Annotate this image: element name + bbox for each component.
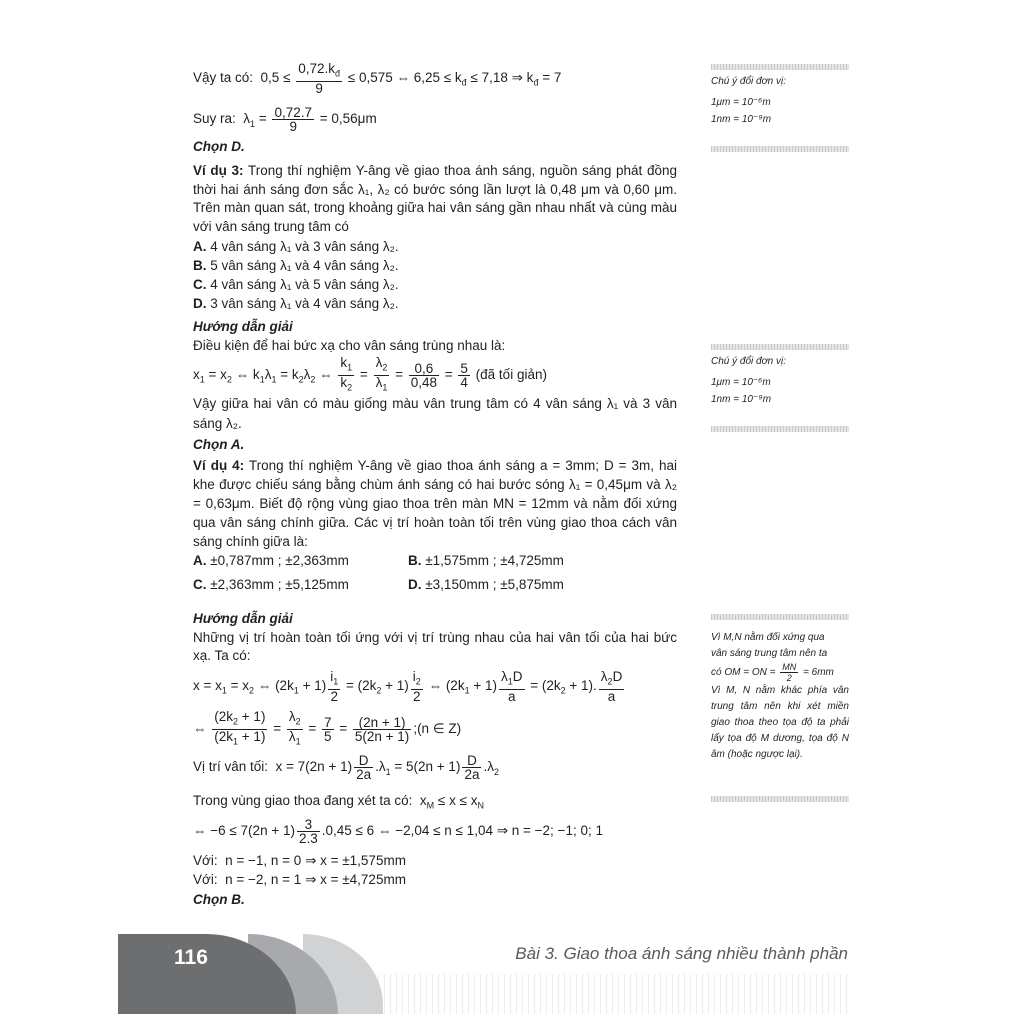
chapter-title: Bài 3. Giao thoa ánh sáng nhiều thành phần [515,944,848,963]
ex4-result-1: Với: n = −1, n = 0 ⇒ x = ±1,575mm [193,853,406,868]
guide-heading-1: Hướng dẫn giải [193,319,293,334]
sidenote-divider [711,64,849,70]
ex4-option-a: A. ±0,787mm ; ±2,363mm [193,553,349,568]
ex4-region: Trong vùng giao thoa đang xét ta có: $x_M \le x \le x_N$ [193,793,484,811]
page-number: 116 [174,946,208,969]
example-4: Ví dụ 4: Trong thí nghiệm Y-âng về giao thoa ánh sáng a = 3mm; D = 3m, hai khe được chiếu sáng bằng chùm ánh sáng có hai bước sóng λ₁ = 0,45μm và λ₂ = 0,63μm. Biết độ rộng vùng giao thoa trên màn MN = 12mm và nằm đối xứng qua vân sáng chính giữa. Các vị trí hoàn toàn tối trên vùng giao thoa cách vân sáng chính giữa là: [193,458,677,549]
ex3-conclusion: Vậy giữa hai vân có màu giống màu vân trung tâm có 4 vân sáng λ₁ và 3 vân sáng λ₂. [193,396,677,431]
ex4-dark-position: Vị trí vân tối: x = 7(2n + 1) $\frac{D}{2a}$ $.\lambda_1 = 5(2n + 1)$ $\frac{D}{2a}$ $.\lambda_2$ [193,753,499,782]
ex4-inequality: ⇔ −6 ≤ 7(2n + 1) $\frac{3}{2.3}$ .0,45 ≤ 6 ⇔ −2,04 ≤ n ≤ 1,04 ⇒ n = −2; −1; 0; 1 [193,817,603,846]
ex4-intro: Những vị trí hoàn toàn tối ứng với vị trí trùng nhau của hai vân tối của hai bức xạ. Ta có: [193,630,677,663]
sidenote-divider [711,344,849,350]
ex4-option-b: B. ±1,575mm ; ±4,725mm [408,553,564,568]
ex3-option-d: D. 3 vân sáng λ₁ và 4 vân sáng λ₂. [193,296,399,311]
ex4-equation-1: $x = x_1 = x_2$ ⇔ $(2k_1 + 1)$ $\frac{i_1}{2}$ = $(2k_2 + 1)$ $\frac{i_2}{2}$ ⇔ $(2k_1 + 1)$ $\frac{\lambda_1D}{a}$ = $(2k_2 + 1)$. $\frac{\lambda_2D}{a}$ [193,669,623,704]
example-3: Ví dụ 3: Trong thí nghiệm Y-âng về giao thoa ánh sáng, nguồn sáng phát đồng thời hai ánh sáng đơn sắc λ₁, λ₂ có bước sóng lần lượt là 0,48 μm và 0,60 μm. Trên màn quan sát, trong khoảng giữa hai vân sáng gần nhau nhất và cùng màu với vân sáng trung tâm có [193,163,677,234]
ex4-equation-2: ⇔ $\frac{(2k_2 + 1)}{(2k_1 + 1)}$ = $\frac{\lambda_2}{\lambda_1}$ = $\frac{7}{5}$ = $\frac{(2n + 1)}{5(2n + 1)}$ ;(n ∈ Z) [193,709,462,747]
ex3-option-a: A. 4 vân sáng λ₁ và 3 vân sáng λ₂. [193,239,399,254]
sidenote-divider [711,426,849,432]
ex4-option-d: D. ±3,150mm ; ±5,875mm [408,577,564,592]
equation-line-1: Vậy ta có: 0,5 ≤ $\frac{0,72.k_đ}{9}$ ≤ 0,575 ⇔ $6,25 \le k_đ \le 7,18$ ⇒ $k_đ = 7$ [193,61,562,96]
ex3-condition: Điều kiện để hai bức xạ cho vân sáng trùng nhau là: [193,338,506,353]
ex3-option-c: C. 4 vân sáng λ₁ và 5 vân sáng λ₂. [193,277,399,292]
ex4-result-2: Với: n = −2, n = 1 ⇒ x = ±4,725mm [193,872,406,887]
sidenote-divider [711,796,849,802]
ex3-equation: $x_1 = x_2$ ⇔ $k_1\lambda_1 = k_2\lambda_2$ ⇔ $\frac{k_1}{k_2}$ = $\frac{\lambda_2}{\lambda_1}$ = $\frac{0,6}{0,48}$ = $\frac{5}{4}$ (đã tối giản) [193,355,547,393]
sidenote-divider [711,614,849,620]
ex4-option-c: C. ±2,363mm ; ±5,125mm [193,577,349,592]
sidenote-2: Chú ý đổi đơn vị: 1μm = 10⁻⁶m 1nm = 10⁻⁹m [711,356,786,405]
equation-line-2: Suy ra: $\lambda_1$ = $\frac{0,72.7}{9}$ = 0,56μm [193,105,377,134]
answer-d: Chọn D. [193,139,245,154]
ex3-option-b: B. 5 vân sáng λ₁ và 4 vân sáng λ₂. [193,258,399,273]
sidenote-3: Vì M,N nằm đối xứng qua vân sáng trung tâm nên ta có OM = ON = $\frac{MN}{2}$ = 6mm Vì M, N nằm khác phía vân trung tâm nên khi xét miền giao thoa theo tọa độ ta phải lấy tọa độ M dương, tọa độ N âm (hoặc ngược lại). [711,632,849,760]
sidenote-divider [711,146,849,152]
answer-b: Chọn B. [193,892,245,907]
sidenote-1: Chú ý đổi đơn vị: 1μm = 10⁻⁶m 1nm = 10⁻⁹m [711,76,786,125]
page-footer [118,934,848,1014]
answer-a: Chọn A. [193,437,245,452]
guide-heading-2: Hướng dẫn giải [193,611,293,626]
